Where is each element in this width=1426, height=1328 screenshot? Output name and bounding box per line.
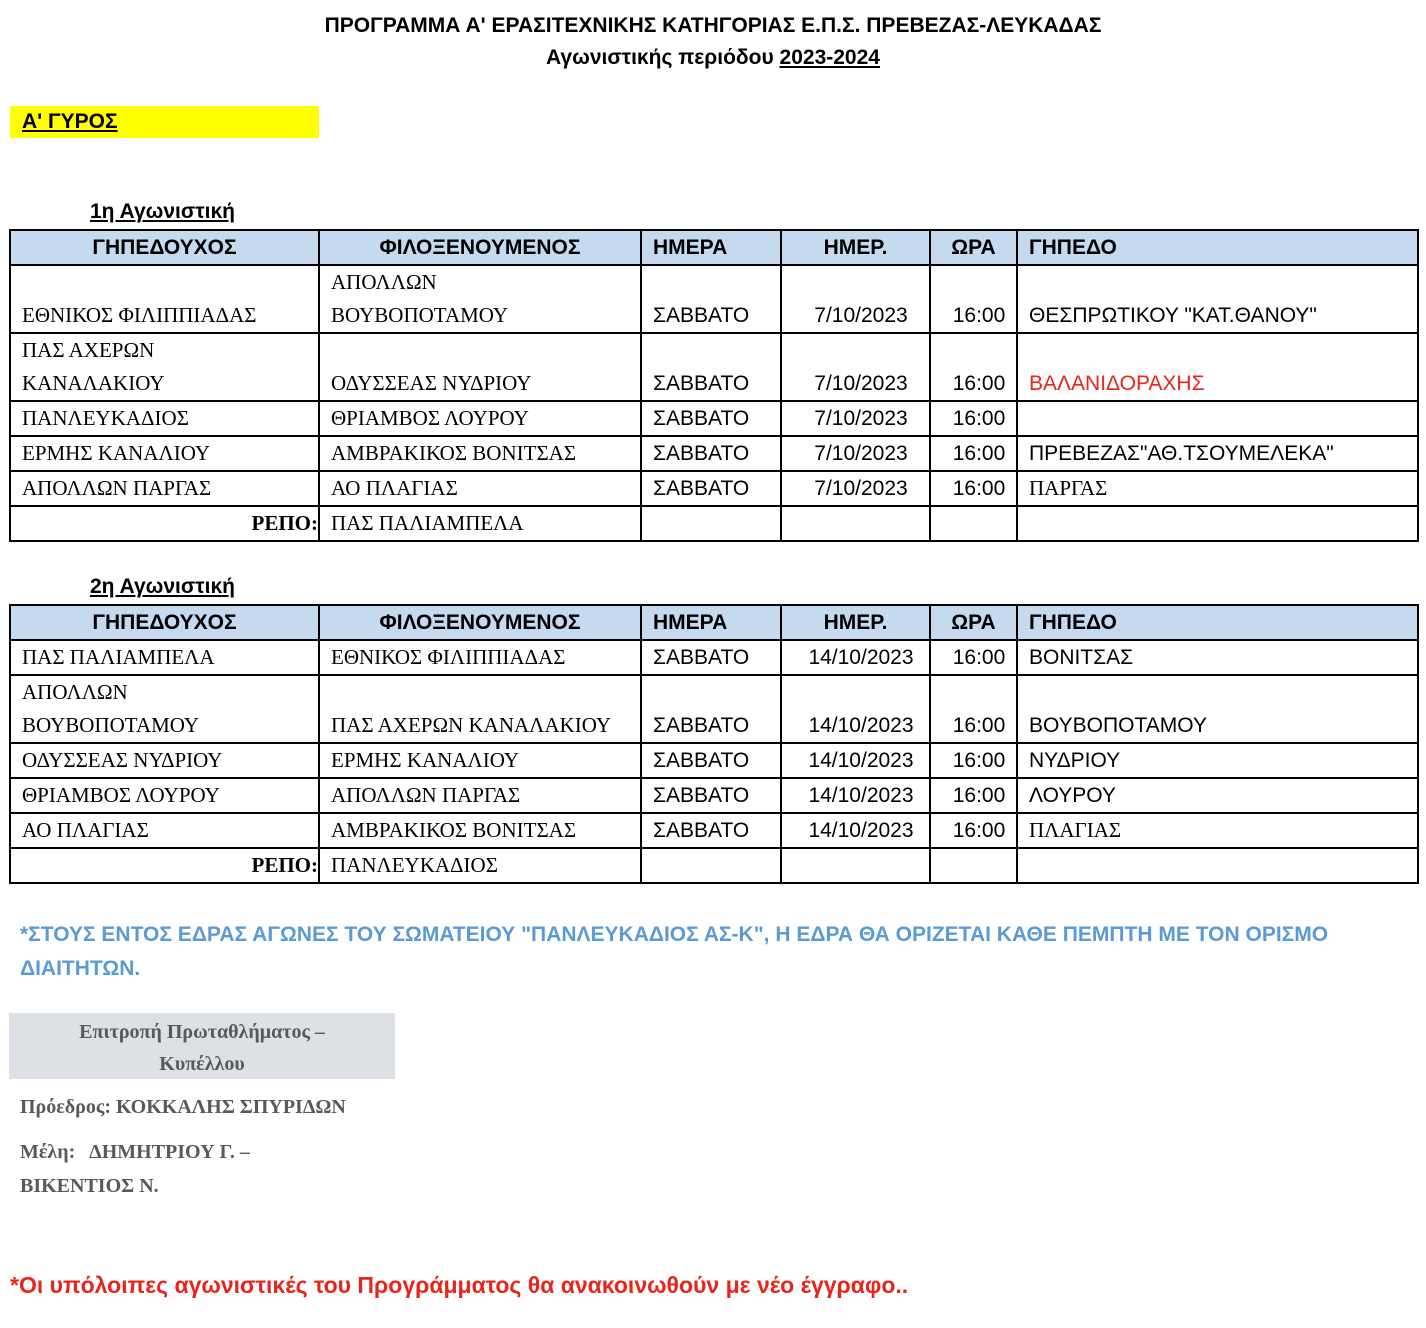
document-title: ΠΡΟΓΡΑΜΜΑ Α' ΕΡΑΣΙΤΕΧΝΙΚΗΣ ΚΑΤΗΓΟΡΙΑΣ Ε.Π.Σ. ΠΡΕΒΕΖΑΣ-ΛΕΥΚΑΔΑΣ: [324, 14, 1102, 37]
home-team: ΑΠΟΛΛΩΝ ΠΑΡΓΑΣ: [10, 471, 319, 506]
match-day: ΣΑΒΒΑΤΟ: [641, 813, 781, 848]
home-team: ΠΑΣ ΠΑΛΙΑΜΠΕΛΑ: [10, 640, 319, 675]
repo-label: ΡΕΠΟ:: [10, 506, 319, 541]
away-team: ΕΡΜΗΣ ΚΑΝΑΛΙΟΥ: [319, 743, 641, 778]
committee-members-line2: ΒΙΚΕΝΤΙΟΣ Ν.: [20, 1175, 159, 1197]
home-team: ΠΑΝΛΕΥΚΑΔΙΟΣ: [10, 401, 319, 436]
match-venue: ΒΑΛΑΝΙΔΟΡΑΧΗΣ: [1017, 333, 1418, 401]
match-date: 7/10/2023: [781, 265, 930, 333]
match-time: 16:00: [930, 265, 1017, 333]
match-venue: ΒΟΥΒΟΠΟΤΑΜΟΥ: [1017, 675, 1418, 743]
away-team: ΘΡΙΑΜΒΟΣ ΛΟΥΡΟΥ: [319, 401, 641, 436]
matchday-2-table: [9, 604, 1419, 884]
repo-team: ΠΑΝΛΕΥΚΑΔΙΟΣ: [319, 848, 641, 883]
match-date: 7/10/2023: [781, 436, 930, 471]
repo-team: ΠΑΣ ΠΑΛΙΑΜΠΕΛΑ: [319, 506, 641, 541]
empty-cell: [930, 506, 1017, 541]
col-away: ΦΙΛΟΞΕΝΟΥΜΕΝΟΣ: [319, 605, 641, 640]
col-venue: ΓΗΠΕΔΟ: [1017, 605, 1418, 640]
empty-cell: [1017, 506, 1418, 541]
committee-title-line2: Κυπέλλου: [159, 1053, 245, 1075]
match-venue: ΠΑΡΓΑΣ: [1017, 471, 1418, 506]
col-date: ΗΜΕΡ.: [781, 230, 930, 265]
committee-title: [9, 1016, 395, 1080]
empty-cell: [641, 848, 781, 883]
match-venue: ΛΟΥΡΟΥ: [1017, 778, 1418, 813]
home-team-line2: ΒΟΥΒΟΠΟΤΑΜΟΥ: [22, 713, 200, 737]
season-prefix: Αγωνιστικής περιόδου: [546, 46, 774, 69]
away-team: ΠΑΣ ΑΧΕΡΩΝ ΚΑΝΑΛΑΚΙΟΥ: [331, 713, 612, 737]
match-day: ΣΑΒΒΑΤΟ: [641, 640, 781, 675]
table-header-row: [10, 230, 1418, 265]
home-team-line2: ΚΑΝΑΛΑΚΙΟΥ: [22, 371, 165, 395]
col-day: ΗΜΕΡΑ: [641, 605, 781, 640]
empty-cell: [930, 848, 1017, 883]
match-day: ΣΑΒΒΑΤΟ: [641, 675, 781, 743]
match-time: 16:00: [930, 778, 1017, 813]
match-venue: ΘΕΣΠΡΩΤΙΚΟΥ "ΚΑΤ.ΘΑΝΟΥ": [1017, 265, 1418, 333]
col-time: ΩΡΑ: [930, 230, 1017, 265]
table-header-row: [10, 605, 1418, 640]
home-team: ΑΟ ΠΛΑΓΙΑΣ: [10, 813, 319, 848]
match-date: 7/10/2023: [781, 401, 930, 436]
match-time: 16:00: [930, 436, 1017, 471]
matchday-1-table: [9, 229, 1419, 542]
col-away: ΦΙΛΟΞΕΝΟΥΜΕΝΟΣ: [319, 230, 641, 265]
footer-notice: *Οι υπόλοιπες αγωνιστικές του Προγράμματος θα ανακοινωθούν με νέο έγγραφο..: [10, 1272, 909, 1298]
match-date: 14/10/2023: [781, 640, 930, 675]
col-venue: ΓΗΠΕΔΟ: [1017, 230, 1418, 265]
away-team-line2: ΒΟΥΒΟΠΟΤΑΜΟΥ: [331, 303, 509, 327]
table-row: [10, 743, 1418, 778]
match-date: 14/10/2023: [781, 813, 930, 848]
match-day: ΣΑΒΒΑΤΟ: [641, 333, 781, 401]
home-venue-note: *ΣΤΟΥΣ ΕΝΤΟΣ ΕΔΡΑΣ ΑΓΩΝΕΣ ΤΟΥ ΣΩΜΑΤΕΙΟΥ "ΠΑΝΛΕΥΚΑΔΙΟΣ ΑΣ-Κ", Η ΕΔΡΑ ΘΑ ΟΡΙΖΕΤΑΙ ΚΑΘΕ ΠΕΜΠΤΗ ΜΕ ΤΟΝ ΟΡΙΣΜΟ ΔΙΑΙΤΗΤΩΝ.: [20, 923, 1329, 980]
empty-cell: [781, 506, 930, 541]
repo-row: [10, 506, 1418, 541]
col-day: ΗΜΕΡΑ: [641, 230, 781, 265]
table-row: [10, 675, 1418, 743]
col-time: ΩΡΑ: [930, 605, 1017, 640]
matchday-1-title: 1η Αγωνιστική: [90, 200, 235, 223]
home-team-line1: ΑΠΟΛΛΩΝ: [22, 680, 128, 704]
table-row: [10, 813, 1418, 848]
col-home: ΓΗΠΕΔΟΥΧΟΣ: [10, 230, 319, 265]
table-row: [10, 265, 1418, 333]
empty-cell: [1017, 848, 1418, 883]
repo-row: [10, 848, 1418, 883]
match-date: 7/10/2023: [781, 333, 930, 401]
home-team: ΕΘΝΙΚΟΣ ΦΙΛΙΠΠΙΑΔΑΣ: [22, 303, 257, 327]
away-team: ΑΟ ΠΛΑΓΙΑΣ: [319, 471, 641, 506]
away-team-line1: ΑΠΟΛΛΩΝ: [331, 270, 437, 294]
match-time: 16:00: [930, 640, 1017, 675]
match-time: 16:00: [930, 333, 1017, 401]
table-row: [10, 436, 1418, 471]
match-time: 16:00: [930, 401, 1017, 436]
repo-label: ΡΕΠΟ:: [10, 848, 319, 883]
season-subtitle: [0, 46, 1426, 70]
match-time: 16:00: [930, 675, 1017, 743]
empty-cell: [641, 506, 781, 541]
away-team: ΑΠΟΛΛΩΝ ΠΑΡΓΑΣ: [319, 778, 641, 813]
match-day: ΣΑΒΒΑΤΟ: [641, 778, 781, 813]
home-team-line1: ΠΑΣ ΑΧΕΡΩΝ: [22, 338, 155, 362]
match-date: 14/10/2023: [781, 675, 930, 743]
home-team: ΟΔΥΣΣΕΑΣ ΝΥΔΡΙΟΥ: [10, 743, 319, 778]
match-day: ΣΑΒΒΑΤΟ: [641, 471, 781, 506]
committee-president: Πρόεδρος: ΚΟΚΚΑΛΗΣ ΣΠΥΡΙΔΩΝ: [20, 1096, 346, 1118]
away-team: ΑΜΒΡΑΚΙΚΟΣ ΒΟΝΙΤΣΑΣ: [319, 436, 641, 471]
match-venue: ΒΟΝΙΤΣΑΣ: [1017, 640, 1418, 675]
round-label: Α' ΓΥΡΟΣ: [22, 110, 118, 133]
match-venue: [1017, 401, 1418, 436]
match-time: 16:00: [930, 813, 1017, 848]
match-date: 14/10/2023: [781, 743, 930, 778]
match-venue: ΠΡΕΒΕΖΑΣ"ΑΘ.ΤΣΟΥΜΕΛΕΚΑ": [1017, 436, 1418, 471]
table-row: [10, 778, 1418, 813]
empty-cell: [781, 848, 930, 883]
home-team: ΕΡΜΗΣ ΚΑΝΑΛΙΟΥ: [10, 436, 319, 471]
committee-title-line1: Επιτροπή Πρωταθλήματος –: [79, 1021, 325, 1043]
match-venue: ΝΥΔΡΙΟΥ: [1017, 743, 1418, 778]
matchday-2-title: 2η Αγωνιστική: [90, 575, 235, 598]
match-time: 16:00: [930, 471, 1017, 506]
table-row: [10, 333, 1418, 401]
match-day: ΣΑΒΒΑΤΟ: [641, 401, 781, 436]
table-row: [10, 401, 1418, 436]
match-time: 16:00: [930, 743, 1017, 778]
match-day: ΣΑΒΒΑΤΟ: [641, 265, 781, 333]
season-years: 2023-2024: [779, 46, 880, 69]
home-team: ΘΡΙΑΜΒΟΣ ΛΟΥΡΟΥ: [10, 778, 319, 813]
match-day: ΣΑΒΒΑΤΟ: [641, 743, 781, 778]
table-row: [10, 471, 1418, 506]
table-row: [10, 640, 1418, 675]
col-date: ΗΜΕΡ.: [781, 605, 930, 640]
match-date: 7/10/2023: [781, 471, 930, 506]
away-team: ΑΜΒΡΑΚΙΚΟΣ ΒΟΝΙΤΣΑΣ: [319, 813, 641, 848]
col-home: ΓΗΠΕΔΟΥΧΟΣ: [10, 605, 319, 640]
committee-members-line1: Μέλη: ΔΗΜΗΤΡΙΟΥ Γ. –: [20, 1141, 250, 1163]
match-venue: ΠΛΑΓΙΑΣ: [1017, 813, 1418, 848]
match-date: 14/10/2023: [781, 778, 930, 813]
away-team: ΟΔΥΣΣΕΑΣ ΝΥΔΡΙΟΥ: [331, 371, 532, 395]
away-team: ΕΘΝΙΚΟΣ ΦΙΛΙΠΠΙΑΔΑΣ: [319, 640, 641, 675]
match-day: ΣΑΒΒΑΤΟ: [641, 436, 781, 471]
